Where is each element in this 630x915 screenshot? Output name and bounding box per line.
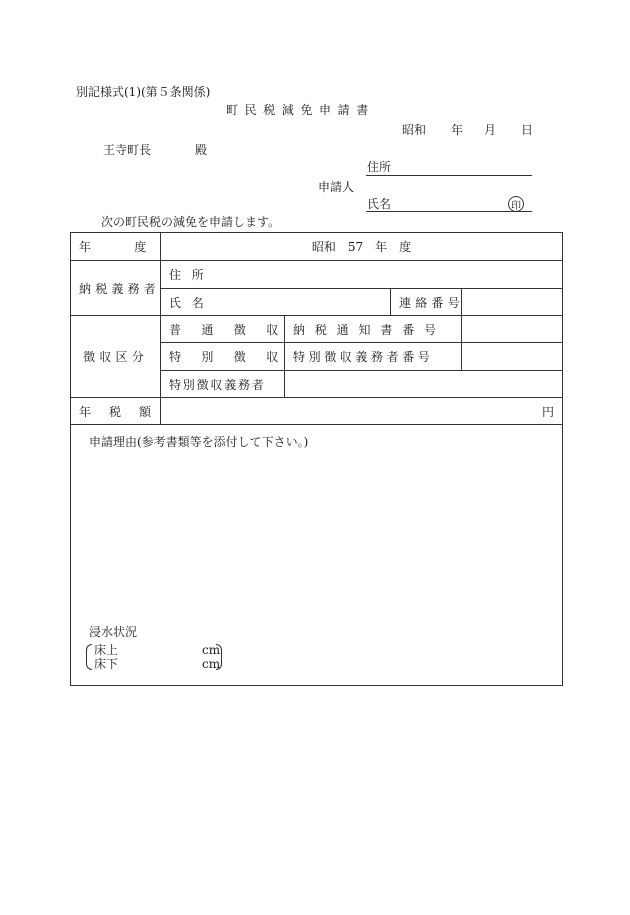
addressee: 王寺町長 (103, 143, 152, 157)
right-brace (216, 644, 222, 670)
ordinary-collection-label: 普通徴収 (161, 316, 285, 343)
annual-tax-row (71, 398, 563, 425)
notice-number-field[interactable] (462, 316, 563, 343)
annual-tax-field[interactable] (161, 398, 563, 425)
applicant-label: 申請人 (318, 180, 355, 194)
reason-label: 申請理由(参考書類等を添付して下さい。) (89, 435, 309, 449)
special-obligor-field[interactable] (285, 371, 563, 398)
date-era: 昭和 (402, 123, 427, 137)
contact-number-label: 連絡番号 (391, 289, 462, 316)
taxpayer-label: 納税義務者 (71, 261, 161, 316)
annual-tax-label: 年税額 (71, 398, 161, 425)
notice-number-label: 納税通知書番号 (285, 316, 462, 343)
taxpayer-address-cell[interactable] (161, 261, 563, 289)
applicant-address-label: 住所 (367, 160, 392, 174)
collection-category-label: 徴収区分 (71, 316, 161, 398)
date-month-unit: 月 (484, 123, 497, 137)
reason-cell[interactable] (71, 425, 563, 686)
left-brace (86, 644, 92, 670)
address-underline (366, 175, 532, 176)
below-floor-label: 床下 (94, 657, 119, 671)
special-obligor-label: 特別徴収義務者 (161, 371, 285, 398)
application-table (70, 232, 563, 686)
contact-number-field[interactable] (462, 289, 563, 316)
below-floor-unit: cm (202, 657, 221, 671)
yen-unit: 円 (542, 404, 555, 419)
year-label: 年度 (71, 233, 161, 261)
ordinary-collection-row (71, 316, 563, 343)
special-obligor-number-field[interactable] (462, 343, 563, 371)
above-floor-unit: cm (202, 643, 221, 657)
taxpayer-address-row (71, 261, 563, 289)
taxpayer-name-label: 氏名 (169, 295, 215, 310)
intro-text: 次の町民税の減免を申請します。 (101, 215, 281, 229)
applicant-name-label: 氏名 (367, 197, 392, 211)
special-collection-label: 特別徴収 (161, 343, 285, 371)
honorific: 殿 (195, 143, 208, 157)
special-obligor-number-label: 特別徴収義務者番号 (285, 343, 462, 371)
name-underline (366, 211, 532, 212)
document-title: 町民税減免申請書 (226, 103, 375, 117)
reason-row (71, 425, 563, 686)
date-day-unit: 日 (521, 123, 534, 137)
taxpayer-name-cell[interactable] (161, 289, 391, 316)
date-year-unit: 年 (451, 123, 464, 137)
year-row (71, 233, 563, 261)
year-value: 昭和 57 年 度 (161, 233, 563, 261)
form-reference: 別記様式(1)(第５条関係) (76, 85, 211, 99)
above-floor-label: 床上 (94, 643, 119, 657)
flood-status-label: 浸水状況 (89, 625, 138, 639)
taxpayer-address-label: 住所 (169, 268, 215, 282)
seal-mark: 印 (508, 196, 524, 212)
